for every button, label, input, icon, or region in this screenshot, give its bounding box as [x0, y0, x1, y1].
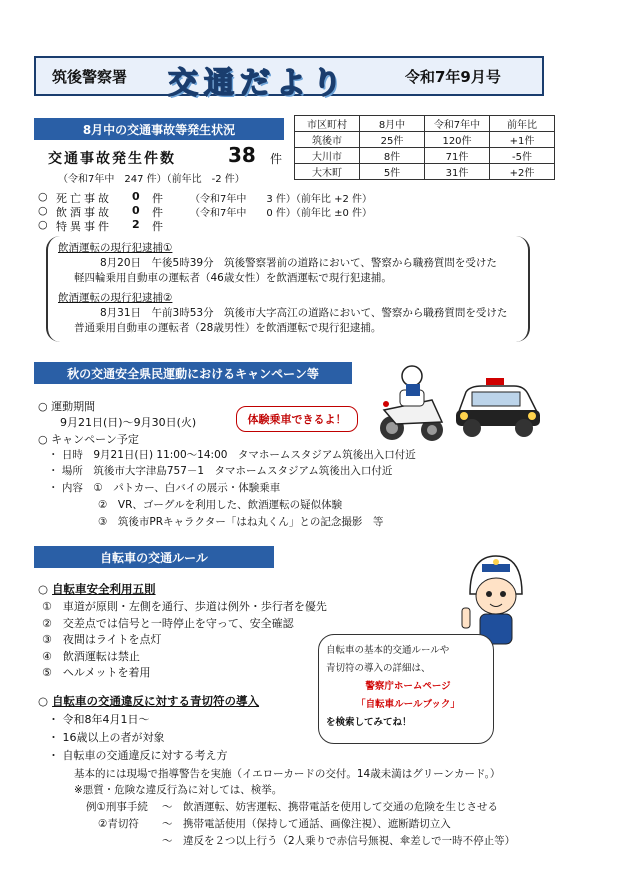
item-detail: （令和7年中 3 件）（前年比 +2 件）	[190, 194, 373, 205]
list-item: ・ 令和8年4月1日～	[48, 713, 150, 726]
case-line: 8月31日 午前3時53分 筑後市大字高江の道路において、警察から職務質問を受けた	[100, 307, 508, 319]
list-item	[86, 833, 536, 850]
info-line: を検索してみてね！	[326, 717, 412, 728]
table-header: 8月中	[360, 116, 425, 132]
total-sub: （令和7年中 247 件）（前年比 -2 件）	[58, 174, 245, 185]
table-cell: 大木町	[295, 164, 360, 180]
period-value: 9月21日(日)～9月30日(火)	[60, 416, 197, 429]
table-header: 令和7年中	[425, 116, 490, 132]
rule-num: ⑤	[42, 666, 52, 679]
issue-label: 令和7年9月号	[405, 68, 501, 86]
rules-title: 自転車安全利用五則	[52, 582, 156, 596]
bullet: ○	[38, 204, 48, 217]
stats-table	[294, 115, 555, 180]
case-title: 飲酒運転の現行犯逮捕①	[58, 242, 173, 254]
list-item	[38, 190, 498, 204]
rule-text: 交差点では信号と一時停止を守って、安全確認	[62, 616, 294, 630]
table-cell: 5件	[360, 164, 425, 180]
policy-text: ※悪質・危険な違反行為に対しては、検挙。	[74, 784, 283, 796]
police-station: 筑後警察署	[52, 68, 128, 86]
campaign-content: ③ 筑後市PRキャラクター「はね丸くん」との記念撮影 等	[98, 516, 384, 528]
rule-num: ③	[42, 633, 52, 646]
cases-block	[58, 240, 528, 335]
ticket-heading	[38, 693, 259, 709]
total-unit: 件	[270, 152, 283, 166]
campaign-label: ○ キャンペーン予定	[38, 433, 139, 446]
section1-bar: 8月中の交通事故等発生状況	[34, 118, 284, 140]
case-line: 8月20日 午後5時39分 筑後警察署前の道路において、警察から職務質問を受けた	[100, 257, 497, 269]
table-cell: 25件	[360, 132, 425, 148]
patrol-car-icon	[452, 370, 542, 440]
ticket-list	[48, 711, 308, 765]
rule-text: 飲酒運転は禁止	[62, 649, 140, 663]
info-line: 自転車の基本的交通ルールや	[326, 645, 450, 656]
example-text: ～ 携帯電話使用（保持して通話、画像注視）、遮断踏切立入	[162, 818, 451, 830]
table-header: 前年比	[490, 116, 555, 132]
table-cell: 120件	[425, 132, 490, 148]
info-bubble-text	[326, 642, 490, 732]
table-header: 市区町村	[295, 116, 360, 132]
incident-list	[38, 190, 498, 232]
total-label: 交通事故発生件数	[48, 151, 176, 167]
info-link: 警察庁ホームページ	[365, 681, 451, 692]
table-header-row	[295, 116, 555, 132]
police-motorcycle-icon	[372, 360, 450, 444]
table-cell: +2件	[490, 164, 555, 180]
table-cell: +1件	[490, 132, 555, 148]
item-label: 特異事件	[56, 220, 112, 233]
section2-bar: 秋の交通安全県民運動におけるキャンペーン等	[34, 362, 352, 384]
item-unit: 件	[152, 192, 163, 205]
list-item	[86, 816, 536, 833]
campaign-place: ・ 場所 筑後市大字津島757－1 タマホームスタジアム筑後出入口付近	[48, 465, 393, 477]
table-cell: 筑後市	[295, 132, 360, 148]
case-title: 飲酒運転の現行犯逮捕②	[58, 292, 173, 304]
page-title: 交通だより	[168, 66, 348, 101]
campaign-content: ・ 内容 ① パトカー、白バイの展示・体験乗車	[48, 482, 281, 494]
example-label	[86, 833, 162, 850]
rule-num: ④	[42, 649, 52, 663]
example-label: 例①刑事手続	[86, 801, 148, 813]
policy-text: 基本的には現場で指導警告を実施（イエローカードの交付。14歳未満はグリーンカード。）	[74, 768, 501, 780]
case-line: 軽四輪乗用自動車の運転者（46歳女性）を飲酒運転で現行犯逮捕。	[74, 272, 392, 284]
item-label: 飲酒事故	[56, 206, 112, 219]
campaign-content: ② VR、ゴーグルを利用した、飲酒運転の疑似体験	[98, 499, 343, 511]
rule-text: 車道が原則・左側を通行、歩道は例外・歩行者を優先	[62, 600, 327, 613]
case-line: 普通乗用自動車の運転者（28歳男性）を飲酒運転で現行犯逮捕。	[74, 322, 382, 334]
list-item	[86, 799, 536, 816]
rule-num: ①	[42, 600, 52, 613]
bullet: ○	[38, 218, 48, 231]
item-value: 2	[132, 218, 140, 231]
list-item	[38, 218, 498, 232]
bullet: ○	[38, 582, 53, 596]
item-value: 0	[132, 204, 140, 217]
table-row	[295, 164, 555, 180]
list-item	[42, 598, 372, 615]
period-label: ○ 運動期間	[38, 400, 96, 413]
info-link: 「自転車ルールブック」	[356, 699, 460, 710]
example-text: ～ 飲酒運転、妨害運転、携帯電話を使用して交通の危険を生じさせる	[162, 801, 498, 813]
bullet: ○	[38, 694, 53, 708]
item-label: 死亡事故	[56, 192, 112, 205]
examples-list	[86, 799, 536, 850]
example-label: ②青切符	[98, 818, 139, 830]
table-row	[295, 148, 555, 164]
ticket-title: 自転車の交通違反に対する青切符の導入	[52, 694, 260, 708]
item-unit: 件	[152, 220, 163, 233]
table-cell: 8件	[360, 148, 425, 164]
police-officer-icon	[458, 550, 534, 646]
list-item: ・ 自転車の交通違反に対する考え方	[48, 749, 228, 762]
campaign-date: ・ 日時 9月21日(日) 11:00～14:00 タマホームスタジアム筑後出入口付近	[48, 449, 416, 461]
rule-text: 夜間はライトを点灯	[62, 633, 162, 646]
bullet: ○	[38, 190, 48, 203]
list-item	[42, 615, 372, 632]
item-value: 0	[132, 190, 140, 203]
rules-heading	[38, 581, 156, 597]
total-value: 38	[228, 143, 256, 167]
info-line: 青切符の導入の詳細は、	[326, 663, 431, 674]
table-cell: 大川市	[295, 148, 360, 164]
section3-bar: 自転車の交通ルール	[34, 546, 274, 568]
rule-text: ヘルメットを着用	[62, 666, 151, 679]
example-text: ～ 違反を２つ以上行う（2人乗りで赤信号無視、傘差しで一時不停止等）	[162, 835, 516, 847]
ride-bubble: 体験乗車できるよ！	[236, 406, 358, 432]
table-cell: -5件	[490, 148, 555, 164]
list-item: ・ 16歳以上の者が対象	[48, 731, 165, 744]
table-row	[295, 132, 555, 148]
table-cell: 31件	[425, 164, 490, 180]
list-item	[38, 204, 498, 218]
item-unit: 件	[152, 206, 163, 219]
table-cell: 71件	[425, 148, 490, 164]
rule-num: ②	[42, 616, 52, 630]
item-detail: （令和7年中 0 件）（前年比 ±0 件）	[190, 208, 373, 219]
